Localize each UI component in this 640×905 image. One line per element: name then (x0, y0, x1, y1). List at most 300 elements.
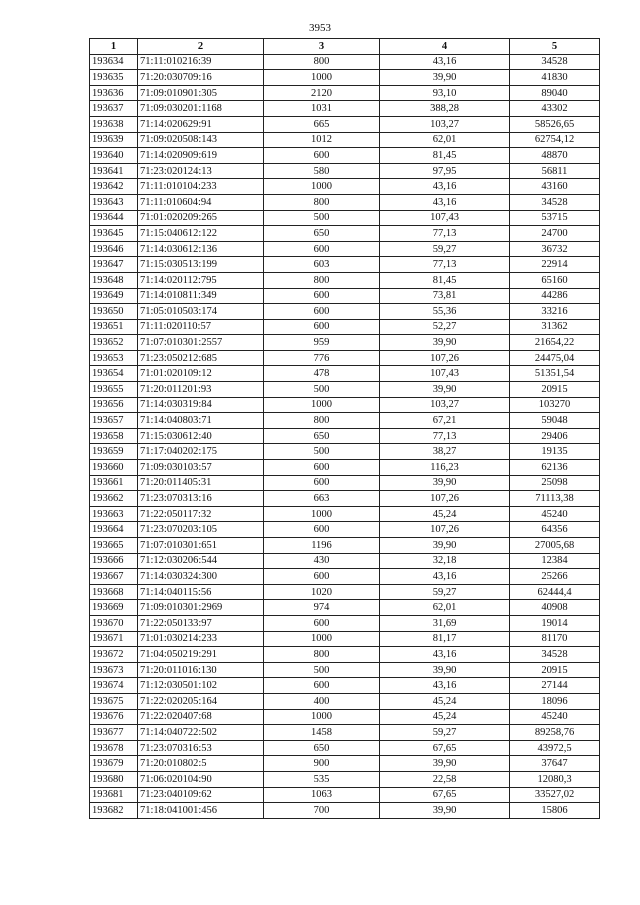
table-cell: 71:14:040115:56 (138, 584, 264, 600)
table-cell: 1012 (264, 132, 380, 148)
table-cell: 600 (264, 460, 380, 476)
table-cell: 71:04:050219:291 (138, 647, 264, 663)
table-cell: 900 (264, 756, 380, 772)
table-cell: 193651 (90, 319, 138, 335)
table-cell: 193647 (90, 257, 138, 273)
table-cell: 45,24 (380, 709, 510, 725)
table-cell: 600 (264, 475, 380, 491)
table-cell: 193671 (90, 631, 138, 647)
table-cell: 31362 (510, 319, 600, 335)
table-cell: 43160 (510, 179, 600, 195)
table-cell: 81,45 (380, 148, 510, 164)
table-cell: 71:15:030513:199 (138, 257, 264, 273)
page-number: 3953 (309, 22, 331, 34)
table-row (90, 179, 600, 195)
table-cell: 193667 (90, 569, 138, 585)
table-cell: 64356 (510, 522, 600, 538)
table-row (90, 319, 600, 335)
table-row (90, 475, 600, 491)
table-row (90, 538, 600, 554)
table-cell: 500 (264, 382, 380, 398)
table-cell: 71:14:030612:136 (138, 241, 264, 257)
table-cell: 800 (264, 413, 380, 429)
table-cell: 58526,65 (510, 116, 600, 132)
table-cell: 193670 (90, 615, 138, 631)
table-row (90, 148, 600, 164)
table-cell: 71:14:020112:795 (138, 272, 264, 288)
table-cell: 71:11:020110:57 (138, 319, 264, 335)
table-cell: 478 (264, 366, 380, 382)
table-cell: 71:01:030214:233 (138, 631, 264, 647)
table-cell: 71:12:030206:544 (138, 553, 264, 569)
table-row (90, 163, 600, 179)
table-cell: 67,65 (380, 740, 510, 756)
table-cell: 1458 (264, 725, 380, 741)
table-cell: 55,36 (380, 304, 510, 320)
table-cell: 71:20:030709:16 (138, 70, 264, 86)
table-cell: 25266 (510, 569, 600, 585)
table-cell: 193679 (90, 756, 138, 772)
table-row (90, 615, 600, 631)
table-cell: 22,58 (380, 771, 510, 787)
table-row (90, 584, 600, 600)
table-cell: 1196 (264, 538, 380, 554)
table-row (90, 116, 600, 132)
table-cell: 45,24 (380, 693, 510, 709)
table-cell: 71:14:020629:91 (138, 116, 264, 132)
table-cell: 44286 (510, 288, 600, 304)
table-cell: 193665 (90, 538, 138, 554)
table-cell: 1000 (264, 709, 380, 725)
table-cell: 193668 (90, 584, 138, 600)
table-cell: 39,90 (380, 335, 510, 351)
table-cell: 43,16 (380, 647, 510, 663)
table-cell: 193658 (90, 428, 138, 444)
table-cell: 500 (264, 210, 380, 226)
table-cell: 193640 (90, 148, 138, 164)
table-cell: 71:15:030612:40 (138, 428, 264, 444)
table-cell: 62,01 (380, 600, 510, 616)
table-cell: 107,43 (380, 366, 510, 382)
table-cell: 600 (264, 288, 380, 304)
column-header-2: 2 (138, 39, 264, 55)
table-cell: 600 (264, 615, 380, 631)
table-cell: 800 (264, 272, 380, 288)
table-body (90, 54, 600, 818)
table-cell: 53715 (510, 210, 600, 226)
table-cell: 600 (264, 148, 380, 164)
column-header-4: 4 (380, 39, 510, 55)
data-table (89, 38, 600, 819)
table-cell: 700 (264, 803, 380, 819)
table-cell: 71:11:010604:94 (138, 194, 264, 210)
table-cell: 193662 (90, 491, 138, 507)
table-cell: 27005,68 (510, 538, 600, 554)
table-cell: 81,45 (380, 272, 510, 288)
table-cell: 56811 (510, 163, 600, 179)
table-row (90, 522, 600, 538)
table-cell: 600 (264, 522, 380, 538)
table-cell: 71:20:011016:130 (138, 662, 264, 678)
table-row (90, 85, 600, 101)
table-cell: 71:22:020205:164 (138, 693, 264, 709)
table-cell: 193663 (90, 506, 138, 522)
table-cell: 71:23:040109:62 (138, 787, 264, 803)
table-cell: 103,27 (380, 116, 510, 132)
table-cell: 43,16 (380, 569, 510, 585)
table-cell: 71:09:020508:143 (138, 132, 264, 148)
table-cell: 45,24 (380, 506, 510, 522)
table-cell: 36732 (510, 241, 600, 257)
table-row (90, 600, 600, 616)
table-cell: 45240 (510, 709, 600, 725)
table-cell: 193655 (90, 382, 138, 398)
table-cell: 650 (264, 428, 380, 444)
table-cell: 71113,38 (510, 491, 600, 507)
table-row (90, 662, 600, 678)
table-cell: 39,90 (380, 382, 510, 398)
table-row (90, 382, 600, 398)
table-cell: 776 (264, 350, 380, 366)
table-cell: 580 (264, 163, 380, 179)
table-cell: 193660 (90, 460, 138, 476)
table-cell: 71:20:011201:93 (138, 382, 264, 398)
table-cell: 71:14:010811:349 (138, 288, 264, 304)
table-cell: 193636 (90, 85, 138, 101)
table-cell: 59,27 (380, 241, 510, 257)
table-cell: 39,90 (380, 756, 510, 772)
table-cell: 193641 (90, 163, 138, 179)
table-cell: 71:14:030324:300 (138, 569, 264, 585)
table-cell: 193649 (90, 288, 138, 304)
table-cell: 19014 (510, 615, 600, 631)
table-cell: 193673 (90, 662, 138, 678)
table-row (90, 226, 600, 242)
table-row (90, 132, 600, 148)
table-cell: 500 (264, 444, 380, 460)
table-cell: 71:12:030501:102 (138, 678, 264, 694)
table-row (90, 54, 600, 70)
table-cell: 1020 (264, 584, 380, 600)
table-cell: 193675 (90, 693, 138, 709)
table-cell: 116,23 (380, 460, 510, 476)
table-row (90, 366, 600, 382)
table-cell: 2120 (264, 85, 380, 101)
table-cell: 43302 (510, 101, 600, 117)
table-cell: 71:14:020909:619 (138, 148, 264, 164)
table-cell: 600 (264, 678, 380, 694)
table-row (90, 771, 600, 787)
table-cell: 71:23:070203:105 (138, 522, 264, 538)
table-cell: 65160 (510, 272, 600, 288)
table-cell: 81170 (510, 631, 600, 647)
table-cell: 1000 (264, 397, 380, 413)
table-cell: 34528 (510, 54, 600, 70)
table-cell: 193634 (90, 54, 138, 70)
table-row (90, 647, 600, 663)
table-cell: 71:22:020407:68 (138, 709, 264, 725)
table-cell: 650 (264, 226, 380, 242)
table-cell: 107,43 (380, 210, 510, 226)
table-row (90, 725, 600, 741)
table-cell: 77,13 (380, 226, 510, 242)
table-cell: 71:09:010301:2969 (138, 600, 264, 616)
table-cell: 193644 (90, 210, 138, 226)
table-cell: 193669 (90, 600, 138, 616)
table-cell: 33527,02 (510, 787, 600, 803)
table-cell: 107,26 (380, 522, 510, 538)
table-cell: 193677 (90, 725, 138, 741)
table-cell: 193661 (90, 475, 138, 491)
table-cell: 39,90 (380, 475, 510, 491)
table-cell: 77,13 (380, 428, 510, 444)
table-cell: 193652 (90, 335, 138, 351)
table-cell: 43,16 (380, 194, 510, 210)
table-cell: 71:01:020109:12 (138, 366, 264, 382)
table-cell: 12080,3 (510, 771, 600, 787)
table-cell: 600 (264, 241, 380, 257)
column-header-1: 1 (90, 39, 138, 55)
table-header (90, 39, 600, 55)
table-row (90, 553, 600, 569)
table-cell: 193650 (90, 304, 138, 320)
table-cell: 535 (264, 771, 380, 787)
table-cell: 24475,04 (510, 350, 600, 366)
table-row (90, 70, 600, 86)
table-cell: 193648 (90, 272, 138, 288)
table-row (90, 257, 600, 273)
table-cell: 959 (264, 335, 380, 351)
table-cell: 107,26 (380, 491, 510, 507)
table-cell: 20915 (510, 382, 600, 398)
table-cell: 71:09:030103:57 (138, 460, 264, 476)
table-cell: 59,27 (380, 725, 510, 741)
table-cell: 38,27 (380, 444, 510, 460)
table-cell: 59,27 (380, 584, 510, 600)
table-row (90, 272, 600, 288)
table-row (90, 413, 600, 429)
table-cell: 400 (264, 693, 380, 709)
table-cell: 71:07:010301:2557 (138, 335, 264, 351)
table-row (90, 678, 600, 694)
table-cell: 81,17 (380, 631, 510, 647)
table-cell: 43,16 (380, 678, 510, 694)
table-cell: 34528 (510, 647, 600, 663)
table-cell: 71:06:020104:90 (138, 771, 264, 787)
table-cell: 71:05:010503:174 (138, 304, 264, 320)
table-cell: 24700 (510, 226, 600, 242)
table-cell: 800 (264, 54, 380, 70)
table-row (90, 803, 600, 819)
table-cell: 71:11:010104:233 (138, 179, 264, 195)
table-cell: 89040 (510, 85, 600, 101)
table-cell: 193638 (90, 116, 138, 132)
table-cell: 193646 (90, 241, 138, 257)
table-cell: 193680 (90, 771, 138, 787)
table-cell: 103270 (510, 397, 600, 413)
table-row (90, 693, 600, 709)
table-cell: 71:22:050133:97 (138, 615, 264, 631)
column-header-3: 3 (264, 39, 380, 55)
table-row (90, 740, 600, 756)
table-cell: 193635 (90, 70, 138, 86)
table-cell: 193678 (90, 740, 138, 756)
table-cell: 193645 (90, 226, 138, 242)
table-cell: 1000 (264, 631, 380, 647)
table-cell: 51351,54 (510, 366, 600, 382)
table-row (90, 288, 600, 304)
table-cell: 73,81 (380, 288, 510, 304)
table-cell: 193682 (90, 803, 138, 819)
table-cell: 22914 (510, 257, 600, 273)
table-cell: 62754,12 (510, 132, 600, 148)
table-cell: 1031 (264, 101, 380, 117)
table-cell: 71:23:070313:16 (138, 491, 264, 507)
table-cell: 62136 (510, 460, 600, 476)
table-row (90, 444, 600, 460)
table-cell: 193637 (90, 101, 138, 117)
table-cell: 600 (264, 304, 380, 320)
table-cell: 603 (264, 257, 380, 273)
header-row (90, 39, 600, 55)
table-cell: 32,18 (380, 553, 510, 569)
table-cell: 19135 (510, 444, 600, 460)
table-row (90, 756, 600, 772)
table-cell: 20915 (510, 662, 600, 678)
table-cell: 33216 (510, 304, 600, 320)
table-cell: 45240 (510, 506, 600, 522)
table-cell: 193659 (90, 444, 138, 460)
table-cell: 1000 (264, 179, 380, 195)
table-cell: 193666 (90, 553, 138, 569)
table-row (90, 569, 600, 585)
table-cell: 71:15:040612:122 (138, 226, 264, 242)
table-cell: 62444,4 (510, 584, 600, 600)
table-cell: 71:20:011405:31 (138, 475, 264, 491)
table-cell: 71:14:040722:502 (138, 725, 264, 741)
table-cell: 52,27 (380, 319, 510, 335)
table-cell: 71:14:040803:71 (138, 413, 264, 429)
table-row (90, 101, 600, 117)
table-row (90, 709, 600, 725)
table-row (90, 787, 600, 803)
table-cell: 430 (264, 553, 380, 569)
table-cell: 600 (264, 569, 380, 585)
table-cell: 193681 (90, 787, 138, 803)
table-cell: 37647 (510, 756, 600, 772)
table-cell: 18096 (510, 693, 600, 709)
table-cell: 43,16 (380, 179, 510, 195)
table-cell: 39,90 (380, 662, 510, 678)
table-cell: 500 (264, 662, 380, 678)
table-cell: 71:09:010901:305 (138, 85, 264, 101)
table-cell: 665 (264, 116, 380, 132)
table-cell: 193643 (90, 194, 138, 210)
table-row (90, 335, 600, 351)
table-row (90, 631, 600, 647)
table-row (90, 491, 600, 507)
table-cell: 77,13 (380, 257, 510, 273)
table-cell: 29406 (510, 428, 600, 444)
table-cell: 71:09:030201:1168 (138, 101, 264, 117)
table-cell: 663 (264, 491, 380, 507)
table-cell: 40908 (510, 600, 600, 616)
table-cell: 388,28 (380, 101, 510, 117)
table-cell: 39,90 (380, 70, 510, 86)
table-cell: 193639 (90, 132, 138, 148)
table-row (90, 210, 600, 226)
table-row (90, 506, 600, 522)
table-cell: 600 (264, 319, 380, 335)
column-header-5: 5 (510, 39, 600, 55)
table-cell: 1000 (264, 506, 380, 522)
table-row (90, 194, 600, 210)
table-row (90, 304, 600, 320)
table-row (90, 397, 600, 413)
table-cell: 800 (264, 647, 380, 663)
table-cell: 193657 (90, 413, 138, 429)
table-cell: 59048 (510, 413, 600, 429)
table-cell: 193664 (90, 522, 138, 538)
table-cell: 71:22:050117:32 (138, 506, 264, 522)
table-cell: 107,26 (380, 350, 510, 366)
table-cell: 39,90 (380, 803, 510, 819)
table-cell: 43972,5 (510, 740, 600, 756)
table-cell: 1000 (264, 70, 380, 86)
table-cell: 71:23:050212:685 (138, 350, 264, 366)
table-cell: 71:14:030319:84 (138, 397, 264, 413)
table-cell: 34528 (510, 194, 600, 210)
table-cell: 25098 (510, 475, 600, 491)
table-cell: 71:23:070316:53 (138, 740, 264, 756)
table-cell: 62,01 (380, 132, 510, 148)
table-cell: 12384 (510, 553, 600, 569)
table-row (90, 460, 600, 476)
table-cell: 27144 (510, 678, 600, 694)
table-cell: 71:23:020124:13 (138, 163, 264, 179)
table-row (90, 350, 600, 366)
table-cell: 193674 (90, 678, 138, 694)
table-cell: 15806 (510, 803, 600, 819)
table-cell: 1063 (264, 787, 380, 803)
table-cell: 193656 (90, 397, 138, 413)
table-cell: 67,65 (380, 787, 510, 803)
table-cell: 39,90 (380, 538, 510, 554)
table-cell: 193672 (90, 647, 138, 663)
table-cell: 71:07:010301:651 (138, 538, 264, 554)
table-cell: 650 (264, 740, 380, 756)
table-cell: 974 (264, 600, 380, 616)
table-cell: 71:11:010216:39 (138, 54, 264, 70)
table-row (90, 241, 600, 257)
table-cell: 71:20:010802:5 (138, 756, 264, 772)
table-cell: 193642 (90, 179, 138, 195)
table-cell: 71:17:040202:175 (138, 444, 264, 460)
table-cell: 193654 (90, 366, 138, 382)
table-cell: 71:18:041001:456 (138, 803, 264, 819)
table-cell: 193653 (90, 350, 138, 366)
table-cell: 43,16 (380, 54, 510, 70)
table-cell: 800 (264, 194, 380, 210)
table-cell: 41830 (510, 70, 600, 86)
table-cell: 89258,76 (510, 725, 600, 741)
table-cell: 103,27 (380, 397, 510, 413)
table-cell: 48870 (510, 148, 600, 164)
table-row (90, 428, 600, 444)
table-cell: 93,10 (380, 85, 510, 101)
table-cell: 71:01:020209:265 (138, 210, 264, 226)
table-cell: 193676 (90, 709, 138, 725)
